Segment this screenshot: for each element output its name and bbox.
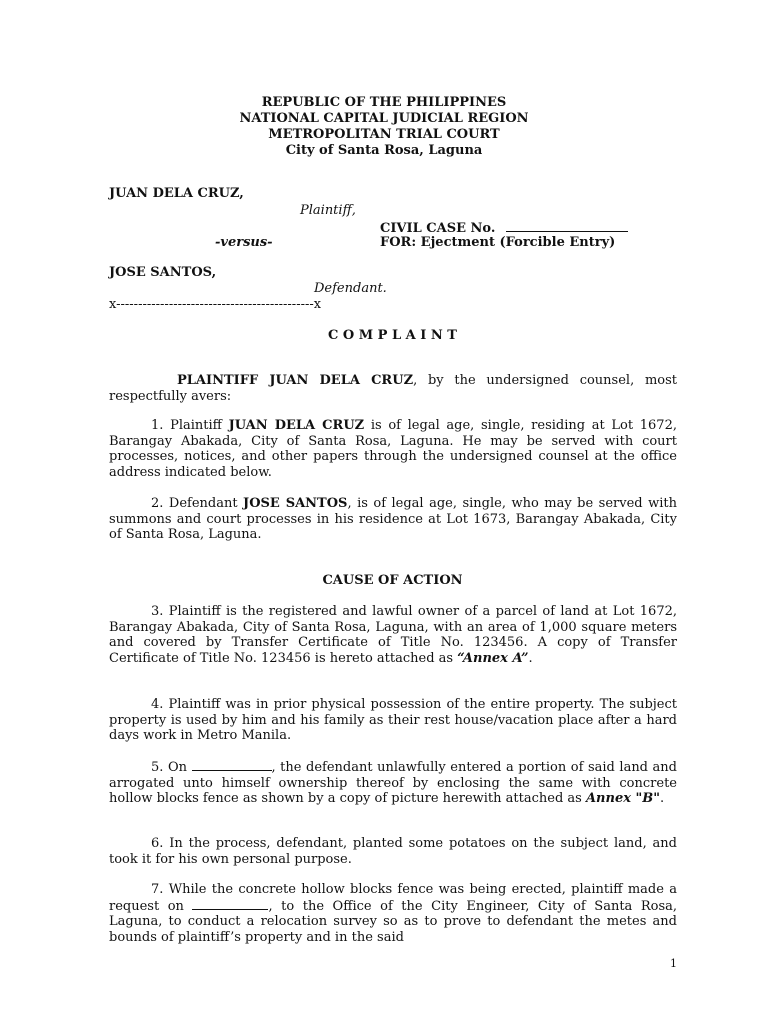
paragraph-2: 2. Defendant JOSE SANTOS, is of legal age, single, who may be served with summons and court processes in his residence at Lot 1673, Barangay Abakada, City of Santa Rosa, Laguna.: [109, 496, 677, 543]
annex-b-label: Annex "B": [585, 791, 661, 807]
plaintiff-role: Plaintiff,: [300, 203, 356, 218]
page-number: 1: [670, 957, 677, 970]
versus-label: -versus-: [215, 235, 273, 250]
date-blank: [192, 759, 272, 771]
annex-a-label: “Annex A”: [457, 650, 529, 666]
intro-plaintiff-name: PLAINTIFF JUAN DELA CRUZ: [177, 373, 414, 388]
request-date-blank: [192, 898, 268, 910]
header-city: City of Santa Rosa, Laguna: [285, 143, 483, 158]
document-title: C O M P L A I N T: [328, 328, 457, 343]
paragraph-3: 3. Plaintiff is the registered and lawful owner of a parcel of land at Lot 1672, Barangay Abakada, City of Santa Rosa, Laguna, with an area of 1,000 square meters and covered by Transfer Certificate of Title No. 123456. A copy of Transfer Certificate of Title No. 123456 is hereto attached as “Annex A”.: [109, 604, 677, 666]
header-court: METROPOLITAN TRIAL COURT: [268, 127, 500, 142]
defendant-role: Defendant.: [314, 281, 387, 296]
case-nature: FOR: Ejectment (Forcible Entry): [380, 235, 616, 250]
cause-of-action-heading: CAUSE OF ACTION: [322, 573, 463, 588]
header-region: NATIONAL CAPITAL JUDICIAL REGION: [239, 111, 529, 126]
paragraph-1: 1. Plaintiff JUAN DELA CRUZ is of legal age, single, residing at Lot 1672, Barangay Abakada, City of Santa Rosa, Laguna. He may be served with court processes, notices, and other papers through the undersigned counsel at the office address indicated below.: [109, 418, 677, 480]
defendant-name: JOSE SANTOS,: [109, 265, 217, 280]
intro-paragraph: PLAINTIFF JUAN DELA CRUZ, by the undersigned counsel, most respectfully avers:: [109, 373, 678, 404]
paragraph-6: 6. In the process, defendant, planted some potatoes on the subject land, and took it for his own personal purpose.: [109, 836, 677, 867]
civil-case-blank: [506, 220, 628, 232]
plaintiff-name: JUAN DELA CRUZ,: [109, 186, 244, 201]
civil-case-number: [380, 220, 628, 236]
p1-plaintiff-name: JUAN DELA CRUZ: [228, 418, 365, 433]
paragraph-5: 5. On , the defendant unlawfully entered a portion of said land and arrogated unto himself ownership thereof by enclosing the same with concrete hollow blocks fence as shown by a copy of picture herewith attached as Annex "B".: [109, 760, 677, 807]
p2-defendant-name: JOSE SANTOS: [243, 496, 348, 511]
paragraph-4: 4. Plaintiff was in prior physical possession of the entire property. The subject property is used by him and his family as their rest house/vacation place after a hard days work in Metro Manila.: [109, 697, 677, 744]
civil-case-label: CIVIL CASE No.: [380, 221, 496, 236]
caption-separator: x---------------------------------------------x: [109, 297, 322, 312]
header-republic: REPUBLIC OF THE PHILIPPINES: [261, 95, 507, 110]
paragraph-7: 7. While the concrete hollow blocks fence was being erected, plaintiff made a request on , to the Office of the City Engineer, City of Santa Rosa, Laguna, to conduct a relocation survey so as to prove to defendant the metes and bounds of plaintiff’s property and in the said: [109, 882, 677, 945]
